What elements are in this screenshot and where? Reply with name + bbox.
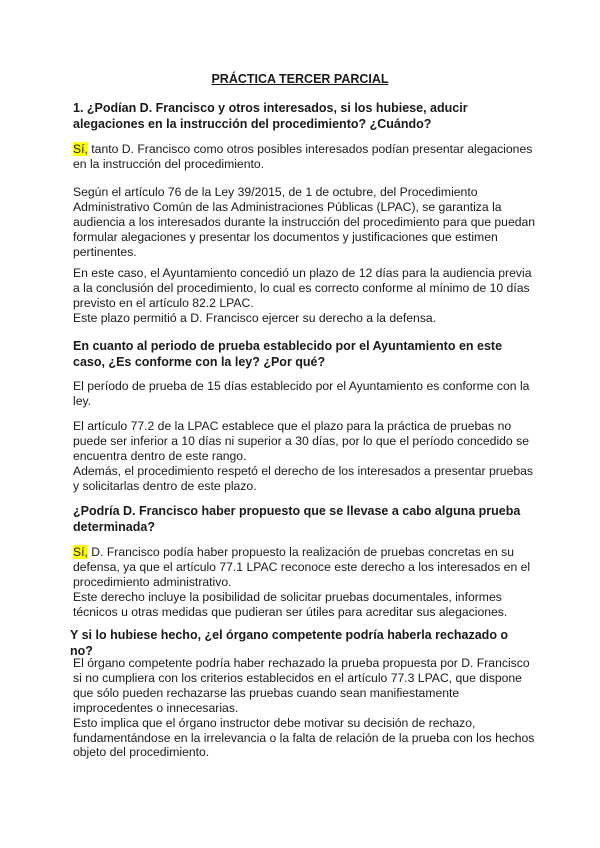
answer-2-paragraph-1: El período de prueba de 15 días establecido por el Ayuntamiento es conforme con la ley.: [73, 379, 530, 408]
answer-3-paragraph-1: [73, 545, 538, 620]
answer-2-paragraph-2-text: El artículo 77.2 de la LPAC establece que el plazo para la práctica de pruebas no puede ser inferior a 10 días ni superior a 30 días, por lo que el período concedido se encuentra dentro de este rango.: [73, 419, 529, 463]
answer-1-paragraph-4-text: Este plazo permitió a D. Francisco ejercer su derecho a la defensa.: [73, 310, 437, 325]
answer-2-paragraph-3-text: Además, el procedimiento respetó el derecho de los interesados a presentar pruebas y solicitarlas dentro de este plazo.: [73, 463, 534, 493]
question-2-heading: En cuanto al periodo de prueba establecido por el Ayuntamiento en este caso, ¿Es conforme con la ley? ¿Por qué?: [73, 339, 503, 369]
answer-1-paragraph-2: Según el artículo 76 de la Ley 39/2015, de 1 de octubre, del Procedimiento Administrativo Común de las Administraciones Públicas (LPAC), se garantiza la audiencia a los interesados durante la instrucción del procedimiento para que puedan formular alegaciones y presentar los documentos y justificaciones que estimen pertinentes.: [73, 185, 536, 259]
answer-4-paragraph-1: [73, 656, 538, 760]
answer-2-paragraph-2: [73, 419, 538, 494]
question-4-heading: Y si lo hubiese hecho, ¿el órgano competente podría haberla rechazado o no?: [70, 628, 509, 658]
document-title: PRÁCTICA TERCER PARCIAL: [211, 72, 389, 86]
highlighted-answer: Sí,: [73, 545, 88, 559]
answer-4-paragraph-1-text: El órgano competente podría haber rechazado la prueba propuesta por D. Francisco si no cumpliera con los criterios establecidos en el artículo 77.3 LPAC, que dispone que sólo pueden rechazarse las pruebas cuando sean manifiestamente improcedentes o innecesarias.: [73, 656, 530, 715]
highlighted-answer: Sí,: [73, 142, 88, 156]
question-1-heading: 1. ¿Podían D. Francisco y otros interesados, si los hubiese, aducir alegaciones en la instrucción del procedimiento? ¿Cuándo?: [73, 101, 468, 131]
answer-3-paragraph-2-text: Este derecho incluye la posibilidad de solicitar pruebas documentales, informes técnicos u otras medidas que pudieran ser útiles para acreditar sus alegaciones.: [73, 589, 508, 619]
answer-1-paragraph-3-text: En este caso, el Ayuntamiento concedió un plazo de 12 días para la audiencia previa a la conclusión del procedimiento, lo cual es correcto conforme al mínimo de 10 días previsto en el artículo 82.2 LPAC.: [73, 266, 532, 310]
answer-3-text: D. Francisco podía haber propuesto la realización de pruebas concretas en su defensa, ya que el artículo 77.1 LPAC reconoce este derecho a los interesados en el procedimiento administrativo.: [73, 545, 531, 589]
answer-1-paragraph-3: [73, 266, 538, 326]
answer-1-paragraph-1: [73, 142, 538, 172]
question-3-heading: ¿Podría D. Francisco haber propuesto que se llevase a cabo alguna prueba determinada?: [73, 504, 521, 534]
answer-1-text: tanto D. Francisco como otros posibles interesados podían presentar alegaciones en la instrucción del procedimiento.: [73, 142, 533, 171]
answer-4-paragraph-2-text: Esto implica que el órgano instructor debe motivar su decisión de rechazo, fundamentándose en la irrelevancia o la falta de relación de la prueba con los hechos objeto del procedimiento.: [73, 715, 535, 760]
